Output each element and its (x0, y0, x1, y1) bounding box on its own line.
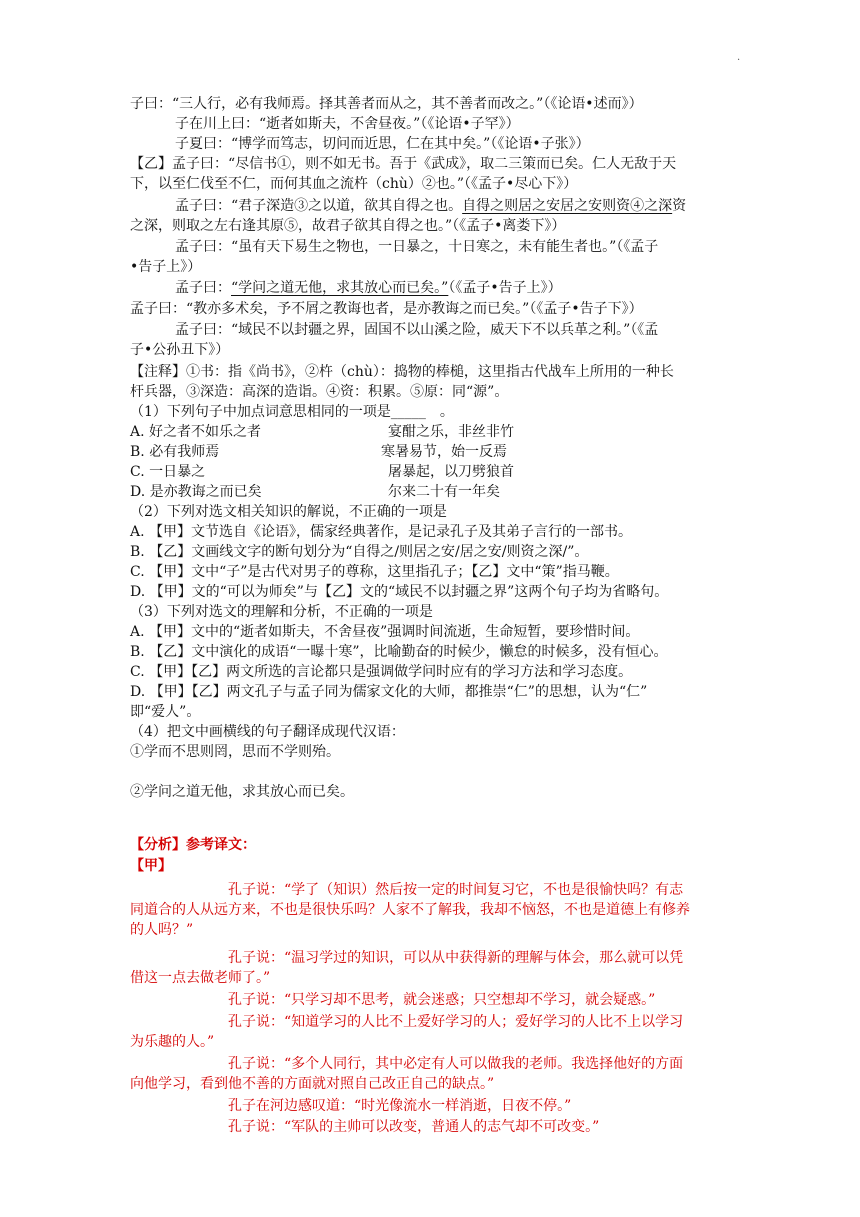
text-line (130, 782, 354, 802)
line-text: 孔子说：“军队的主帅可以改变，普通人的志气却不可改变。” (228, 1119, 600, 1135)
text-line (130, 562, 619, 582)
line-text-tail: 资 (672, 198, 687, 214)
text-line (130, 94, 643, 114)
line-text: 孟子曰：“虽有天下易生之物也，一日暴之，十日寒之，未有能生者也。”（《孟子 (175, 239, 659, 255)
text-line (228, 990, 655, 1010)
line-text: 孟子曰：“教亦多术矣，予不屑之教诲也者，是亦教诲之而已矣。”（《孟子•告子下》） (130, 301, 643, 317)
line-text: 【乙】孟子曰：“尽信书①，则不如无书。吾于《武成》，取二三策而已矣。仁人无敌于天 (130, 156, 677, 172)
underlined-sentence: “学问之道无他，求其放心而已矣。” (231, 280, 449, 296)
line-text: 寒暑易节，始一反焉 (381, 444, 507, 460)
line-text: （1）下列句子中加点词意思相同的一项是_____ 。 (130, 404, 454, 420)
line-text: 屠暴起，以刀劈狼首 (388, 464, 514, 480)
text-line (388, 422, 514, 442)
line-text: （3）下列对选文的理解和分析，不正确的一项是 (130, 604, 433, 620)
text-line (130, 257, 201, 277)
line-text: ②学问之道无他，求其放心而已矣。 (130, 784, 354, 800)
header-dot: . (737, 52, 741, 63)
line-text: 即“爱人”。 (130, 704, 201, 720)
text-line (175, 320, 658, 340)
line-text: D. 【甲】【乙】两文孔子与孟子同为儒家文化的大师，都推崇“仁”的思想，认为“仁” (130, 684, 648, 700)
line-text: （2）下列对选文相关知识的解说，不正确的一项是 (130, 504, 447, 520)
text-line (130, 382, 508, 402)
line-text: 杆兵器，③深造：高深的造诣。④资：积累。⑤原：同“源”。 (130, 384, 509, 400)
line-text: A. 【甲】文中的“逝者如斯夫，不舍昼夜”强调时间流逝，生命短暂，要珍惜时间。 (130, 624, 640, 640)
line-text: C. 【甲】文中“子”是古代对男子的尊称，这里指孔子；【乙】文中“策”指马鞭。 (130, 564, 619, 580)
text-line (130, 542, 588, 562)
text-line (130, 402, 454, 422)
line-text: 子在川上曰：“逝者如斯夫，不舍昼夜。”（《论语•子罕》） (175, 116, 520, 132)
text-line (130, 154, 676, 174)
line-text: 宴酣之乐，非丝非竹 (388, 424, 514, 440)
text-line (130, 742, 340, 762)
line-text: 孔子说：“学了（知识）然后按一定的时间复习它，不也是很愉快吗？有志 (228, 882, 684, 898)
line-text: 的人吗？” (130, 922, 194, 938)
line-text: 子•公孙丑下》） (130, 342, 230, 358)
line-text: 借这一点去做老师了。” (130, 970, 271, 986)
line-text: 孔子说：“多个人同行，其中必定有人可以做我的老师。我选择他好的方面 (228, 1056, 684, 1072)
line-text-tail: （《孟子•告子上》） (448, 280, 562, 296)
line-text: 孔子在河边感叹道：“时光像流水一样消逝，日夜不停。” (228, 1098, 572, 1114)
line-text: 同道合的人从远方来，不也是很快乐吗？人家不了解我，我却不恼怒，不也是道德上有修养 (130, 902, 690, 918)
text-line (130, 299, 643, 319)
text-line (130, 1074, 494, 1094)
text-line (130, 442, 219, 462)
text-line (130, 702, 200, 722)
text-line (130, 362, 674, 382)
text-line (130, 340, 229, 360)
text-line (130, 462, 205, 482)
line-text: 孔子说：“只学习却不思考，就会迷惑；只空想却不学习，就会疑惑。” (228, 992, 656, 1008)
text-line (388, 482, 500, 502)
line-text: B. 必有我师焉 (130, 444, 220, 460)
text-line (228, 948, 683, 968)
line-text: 之深，则取之左右逢其原⑤，故君子欲其自得之也。”（《孟子•离娄下》） (130, 218, 566, 234)
line-text: D. 【甲】文的“可以为师矣”与【乙】文的“域民不以封疆之界”这两个句子均为省略句。 (130, 584, 669, 600)
text-line (130, 582, 668, 602)
line-text: 孟子曰：“君子深造③之以道，欲其自得之也。 (175, 198, 463, 214)
line-text: 尔来二十有一年矣 (388, 484, 500, 500)
line-text: 下，以至仁伐至不仁，而何其血之流杵（chù）②也。”（《孟子•尽心下》） (130, 176, 578, 192)
line-text: 孔子说：“知道学习的人比不上爱好学习的人；爱好学习的人比不上以学习 (228, 1014, 684, 1030)
line-text: C. 【甲】【乙】两文所选的言论都只是强调做学问时应有的学习方法和学习态度。 (130, 664, 633, 680)
line-text: 向他学习，看到他不善的方面就对照自己改正自己的缺点。” (130, 1076, 495, 1092)
text-line (130, 662, 632, 682)
text-line (130, 682, 647, 702)
text-line (130, 216, 565, 236)
text-line (130, 174, 577, 194)
line-text: C. 一日暴之 (130, 464, 206, 480)
line-text: B. 【乙】文中演化的成语“一曝十寒”，比喻勤奋的时候少，懒怠的时候多，没有恒心。 (130, 644, 668, 660)
line-text: •告子上》） (130, 259, 202, 275)
text-line (228, 1054, 683, 1074)
text-line (228, 1096, 571, 1116)
text-line (175, 196, 686, 216)
text-line (228, 1012, 683, 1032)
text-line (130, 920, 193, 940)
text-line (130, 900, 690, 920)
line-text: B. 【乙】文画线文字的断句划分为“自得之/则居之安/居之安/则资之深/”。 (130, 544, 589, 560)
text-line (130, 968, 270, 988)
text-line (381, 442, 507, 462)
line-text: ①学而不思则罔，思而不学则殆。 (130, 744, 340, 760)
line-text: 【分析】参考译文： (130, 837, 256, 853)
text-line (175, 237, 658, 257)
underlined-sentence: 自得之则居之安居之安则资④之深 (462, 198, 673, 214)
text-line (130, 722, 405, 742)
text-line (130, 622, 639, 642)
text-line (130, 522, 632, 542)
text-line (130, 856, 172, 876)
text-line (228, 1117, 599, 1137)
text-line (130, 422, 261, 442)
text-line (130, 642, 668, 662)
text-line (130, 835, 256, 855)
line-text: 孟子曰： (175, 280, 231, 296)
line-text: 【注释】①书：指《尚书》，②杵（chù）：捣物的棒槌，这里指古代战车上所用的一种长 (130, 364, 674, 380)
line-text: 子夏曰：“博学而笃志，切问而近思，仁在其中矣。”（《论语•子张》） (175, 136, 590, 152)
text-line (175, 134, 590, 154)
text-line (130, 502, 447, 522)
line-text: 孔子说：“温习学过的知识，可以从中获得新的理解与体会，那么就可以凭 (228, 950, 684, 966)
text-line (130, 602, 433, 622)
text-line (175, 114, 520, 134)
text-line (130, 482, 262, 502)
line-text: A. 【甲】文节选自《论语》，儒家经典著作，是记录孔子及其弟子言行的一部书。 (130, 524, 633, 540)
text-line (130, 1032, 214, 1052)
line-text: 孟子曰：“域民不以封疆之界，固国不以山溪之险，威天下不以兵革之利。”（《孟 (175, 322, 659, 338)
line-text: （4）把文中画横线的句子翻译成现代汉语： (130, 724, 405, 740)
line-text: 【甲】 (130, 858, 172, 874)
line-text: D. 是亦教诲之而已矣 (130, 484, 262, 500)
line-text: 为乐趣的人。” (130, 1034, 215, 1050)
text-line (228, 880, 683, 900)
text-line (388, 462, 514, 482)
line-text: A. 好之者不如乐之者 (130, 424, 262, 440)
line-text: 子曰：“三人行，必有我师焉。择其善者而从之，其不善者而改之。”（《论语•述而》） (130, 96, 643, 112)
text-line (175, 278, 562, 298)
